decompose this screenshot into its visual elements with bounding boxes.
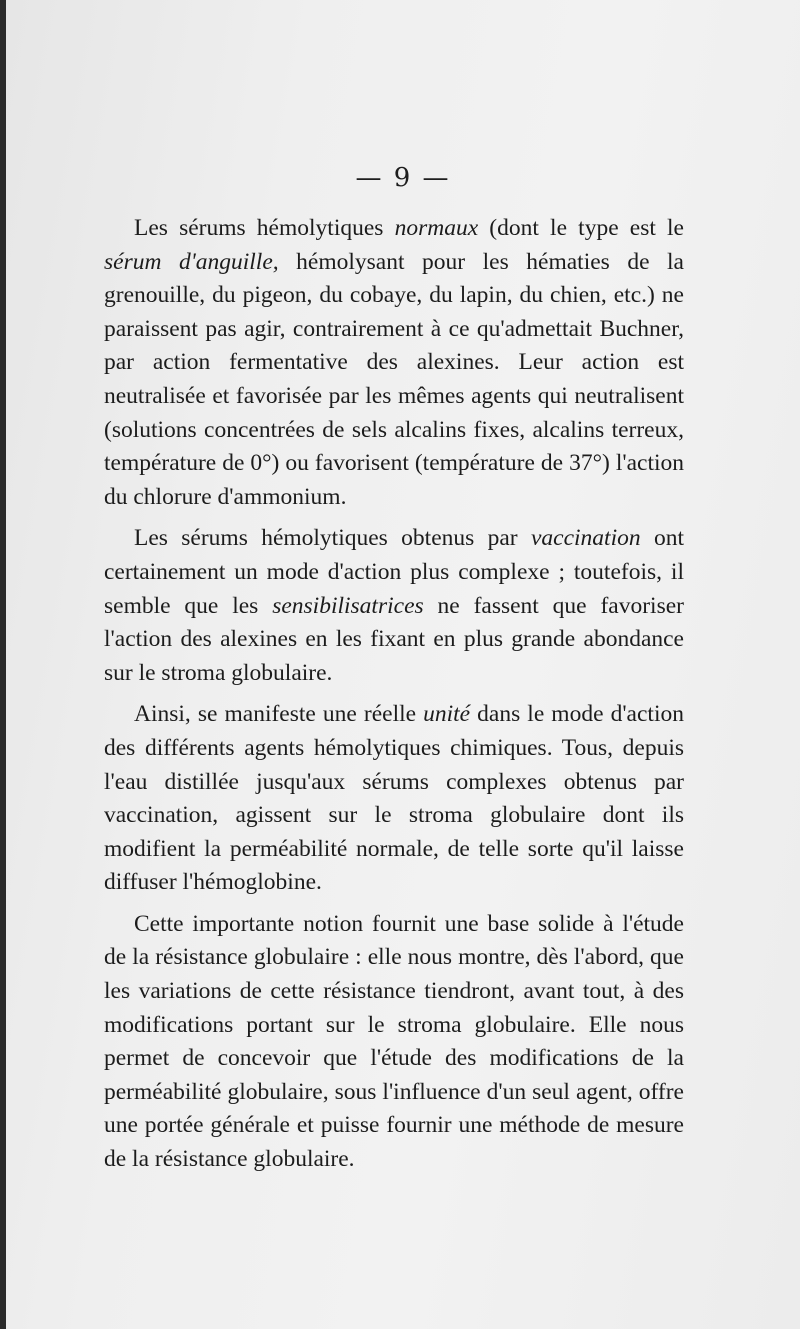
text-segment: Cette importante notion fournit une base solide à l'étude de la résistance globulaire : elle nous montre, dès l'abord, que les variations de cette résistance tiendront, avant tout, à des modifications portant sur le stroma globulaire. Elle nous permet de concevoir que l'étude des modifications de la perméabilité globulaire, sous l'influence d'un seul agent, offre une portée générale et puisse fournir une méthode de mesure de la résistance globulaire. bbox=[104, 910, 684, 1173]
text-segment: dans le mode d'action des différents agents hémolytiques chimiques. Tous, depuis l'eau distillée jusqu'aux sérums complexes obtenus par vaccination, agissent sur le stroma globulaire dont ils modifient la perméabilité normale, de telle sorte qu'il laisse diffuser l'hémoglobine. bbox=[104, 701, 684, 896]
paragraph-2 bbox=[104, 522, 684, 690]
text-segment: ne fassent que favoriser l'action des alexines en les fixant en plus grande abondance sur le stroma globulaire. bbox=[104, 592, 684, 686]
paragraph-3 bbox=[104, 698, 684, 900]
book-page bbox=[6, 0, 800, 1329]
text-segment: (dont le type est le bbox=[478, 215, 684, 241]
body-text bbox=[104, 212, 684, 1177]
text-segment: ont certainement un mode d'action plus complexe ; toutefois, il semble que les bbox=[104, 525, 685, 619]
italic-term-normaux: normaux bbox=[394, 215, 479, 241]
italic-term-vaccination: vaccination bbox=[530, 525, 641, 552]
paragraph-1 bbox=[104, 212, 684, 514]
page-number: — 9 — bbox=[355, 163, 451, 193]
italic-term-sensibilisatrices: sensibilisatrices bbox=[272, 592, 424, 619]
text-segment: Les sérums hémolytiques obtenus par bbox=[134, 525, 531, 552]
text-segment: Ainsi, se manifeste une réelle bbox=[134, 701, 424, 728]
italic-term-unite: unité bbox=[423, 701, 471, 728]
text-segment: Les sérums hémolytiques bbox=[134, 215, 395, 241]
italic-term-serum-anguille: sérum d'anguille, bbox=[104, 248, 279, 275]
paragraph-4 bbox=[104, 908, 684, 1177]
text-segment: hémolysant pour les hématies de la grenouille, du pigeon, du cobaye, du lapin, du chien, etc.) ne paraissent pas agir, contrairement à ce qu'admettait Buchner, par action fermentative des alexines. Leur action est neutralisée et favorisée par les mêmes agents qui neutralisent (solutions concentrées de sels alcalins fixes, alcalins terreux, température de 0°) ou favorisent (température de 37°) l'action du chlorure d'ammonium. bbox=[104, 248, 684, 510]
